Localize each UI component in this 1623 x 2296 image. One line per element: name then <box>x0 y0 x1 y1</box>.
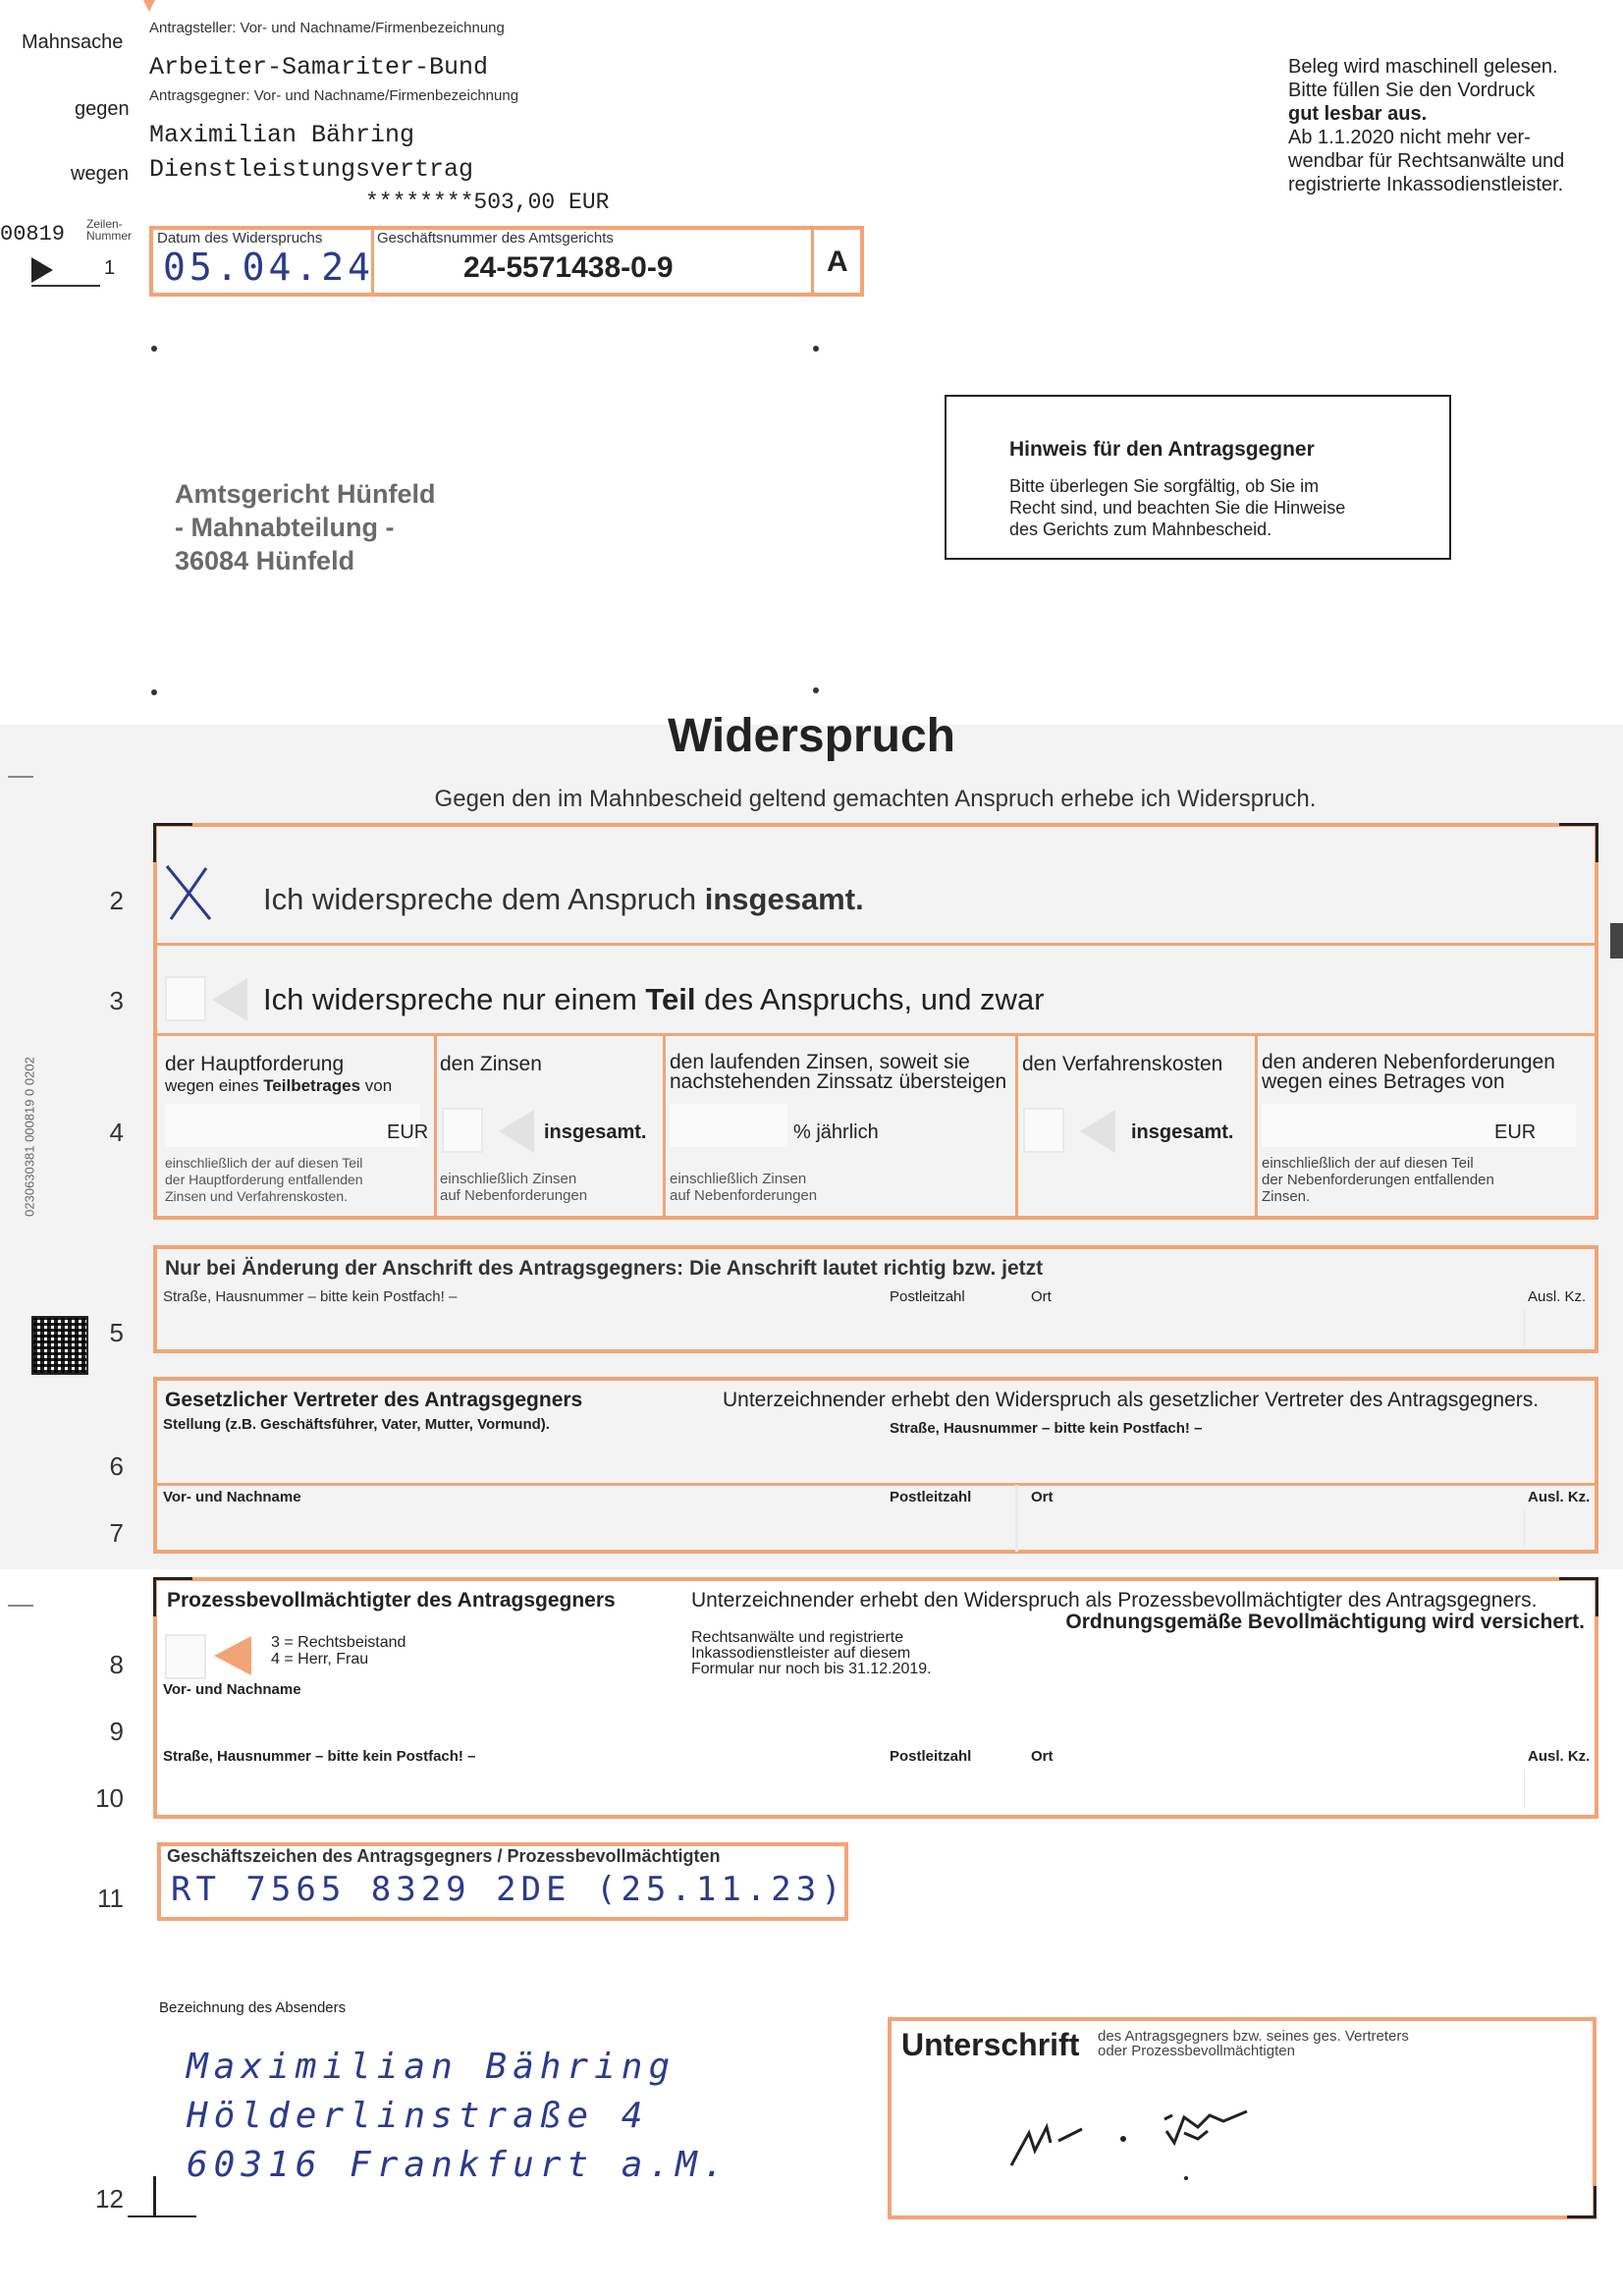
row-number: 3 <box>109 986 124 1015</box>
col5-title-line: den anderen Nebenforderungen <box>1262 1051 1555 1073</box>
widerspruch-date[interactable]: 05.04.24 <box>163 246 375 289</box>
zinsen-checkbox[interactable] <box>442 1108 483 1153</box>
legal-rep-plz-input[interactable] <box>890 1510 1007 1546</box>
hauptforderung-amount-input[interactable] <box>165 1104 420 1147</box>
attorney-declaration: Unterzeichnender erhebt den Widerspruch als Prozessbevollmächtigter des Antragsgegners. <box>691 1589 1538 1612</box>
note-line: einschließlich Zinsen <box>440 1171 577 1187</box>
col5-title-line: wegen eines Betrages von <box>1262 1070 1505 1093</box>
notice-line: wendbar für Rechtsanwälte und <box>1288 150 1565 172</box>
signature-note <box>1098 2029 1409 2058</box>
side-code: 0230630381 000819 0 0202 <box>22 1057 37 1217</box>
legal-rep-declaration: Unterzeichnender erhebt den Widerspruch als gesetzlicher Vertreter des Antragsgegners. <box>723 1389 1540 1411</box>
note-line: auf Nebenforderungen <box>440 1187 588 1204</box>
row-divider <box>153 1483 1598 1486</box>
option-line: 3 = Rechtsbeistand <box>271 1634 406 1651</box>
reference-caption: Geschäftszeichen des Antragsgegners / Prozessbevollmächtigten <box>167 1846 721 1866</box>
col2-insgesamt: insgesamt. <box>544 1121 647 1143</box>
marker-dot <box>813 346 819 352</box>
signature-field[interactable] <box>992 2072 1384 2190</box>
col1-sub-b: Teilbetrages <box>263 1076 361 1095</box>
gegen-label: gegen <box>75 98 130 120</box>
address-change-title: Nur bei Änderung der Anschrift des Antragsgegners: Die Anschrift lautet richtig bzw. jetzt <box>165 1257 1044 1280</box>
hinweis-line: Recht sind, und beachten Sie die Hinweise <box>1009 498 1346 518</box>
legal-rep-ort-input[interactable] <box>1031 1510 1512 1546</box>
col5-title <box>1262 1053 1555 1092</box>
col1-note <box>165 1155 363 1205</box>
legal-rep-street-label: Straße, Hausnummer – bitte kein Postfach! – <box>890 1420 1203 1437</box>
corner-mark <box>128 2215 196 2217</box>
col4-insgesamt: insgesamt. <box>1131 1121 1234 1143</box>
attorney-ausl-label: Ausl. Kz. <box>1528 1748 1591 1765</box>
ausl-label: Ausl. Kz. <box>1528 1288 1587 1305</box>
pointer-triangle-filled-icon <box>214 1636 251 1675</box>
col2-note <box>440 1171 587 1204</box>
attorney-name-input[interactable] <box>163 1703 1587 1742</box>
attorney-ort-input[interactable] <box>1031 1770 1512 1809</box>
plz-label: Postleitzahl <box>890 1288 965 1305</box>
col1-subtitle <box>165 1076 392 1096</box>
row-divider <box>153 943 1598 946</box>
marker-dot <box>151 346 157 352</box>
address-plz-input[interactable] <box>890 1310 1017 1345</box>
claim-reason: Dienstleistungsvertrag <box>149 155 474 184</box>
corner-mark <box>153 2176 156 2217</box>
margin-tick <box>8 776 33 778</box>
pointer-triangle-icon <box>499 1110 534 1153</box>
attorney-name-label: Vor- und Nachname <box>163 1681 301 1698</box>
note-line: Formular nur noch bis 31.12.2019. <box>691 1661 932 1677</box>
attorney-type-input[interactable] <box>165 1634 206 1679</box>
col-divider <box>1015 1033 1018 1220</box>
row-number: 11 <box>97 1884 124 1913</box>
col3-note <box>670 1171 817 1204</box>
sender-name: Maximilian Bähring <box>187 2047 676 2087</box>
col-divider <box>1255 1033 1258 1220</box>
attorney-street-label: Straße, Hausnummer – bitte kein Postfach! – <box>163 1748 476 1765</box>
form-title: Widerspruch <box>668 710 955 762</box>
notice-line: Bitte füllen Sie den Vordruck <box>1288 80 1536 101</box>
note-line: einschließlich der auf diesen Teil <box>1262 1155 1474 1172</box>
partial-text: Ich widerspreche nur einem <box>263 982 646 1016</box>
zeilen-label: Zeilen-Nummer <box>86 217 133 243</box>
col-divider <box>434 1033 437 1220</box>
corner-mark <box>1596 823 1598 862</box>
col1-unit: EUR <box>387 1121 429 1143</box>
case-box-divider2 <box>811 226 814 297</box>
note-line: einschließlich der auf diesen Teil <box>165 1155 363 1171</box>
sender-address[interactable] <box>187 2043 730 2190</box>
mahnsache-label: Mahnsache <box>22 31 124 53</box>
play-arrow-icon <box>31 257 53 283</box>
legal-rep-street-input[interactable] <box>890 1440 1587 1479</box>
sender-city: 60316 Frankfurt a.M. <box>187 2145 730 2185</box>
case-number: 24-5571438-0-9 <box>463 251 674 284</box>
legal-rep-name-label: Vor- und Nachname <box>163 1489 301 1505</box>
corner-mark <box>153 1577 192 1580</box>
note-line: oder Prozessbevollmächtigten <box>1098 2043 1295 2059</box>
row-number: 6 <box>109 1451 124 1481</box>
col4-title: den Verfahrenskosten <box>1022 1053 1223 1075</box>
claim-amount: ********503,00 EUR <box>365 190 610 215</box>
legal-rep-plz-label: Postleitzahl <box>890 1489 972 1505</box>
notice-line: registrierte Inkassodienstleister. <box>1288 174 1564 195</box>
address-street-input[interactable] <box>163 1310 880 1345</box>
row-number: 9 <box>109 1717 124 1746</box>
partial-objection-checkbox[interactable] <box>165 976 206 1021</box>
hinweis-box <box>945 395 1451 560</box>
antragsteller-caption: Antragsteller: Vor- und Nachname/Firmenbezeichnung <box>149 20 505 36</box>
total-objection-bold: insgesamt. <box>704 882 864 916</box>
edge-marker <box>1610 923 1623 958</box>
attorney-ausl-input[interactable] <box>1524 1770 1594 1809</box>
note-line: Zinsen und Verfahrenskosten. <box>165 1188 349 1204</box>
col1-title: der Hauptforderung <box>165 1053 345 1075</box>
attorney-type-options <box>271 1634 406 1667</box>
notice-line: Beleg wird maschinell gelesen. <box>1288 56 1558 78</box>
zinssatz-input[interactable] <box>670 1104 787 1147</box>
antragsgegner-caption: Antragsgegner: Vor- und Nachname/Firmenbezeichnung <box>149 87 519 104</box>
note-line: der Nebenforderungen entfallenden <box>1262 1172 1494 1188</box>
notice-line: Ab 1.1.2020 nicht mehr ver- <box>1288 127 1531 148</box>
sender-street: Hölderlinstraße 4 <box>187 2096 649 2136</box>
partial-bold: Teil <box>645 982 696 1016</box>
hinweis-title: Hinweis für den Antragsgegner <box>1009 438 1315 461</box>
row-number: 4 <box>109 1118 124 1147</box>
col3-title-line: den laufenden Zinsen, soweit sie <box>670 1051 970 1073</box>
corner-mark <box>1596 1577 1598 1616</box>
ort-label: Ort <box>1031 1288 1052 1305</box>
row-number: 2 <box>109 886 124 915</box>
attorney-ort-label: Ort <box>1031 1748 1054 1765</box>
col2-title: den Zinsen <box>440 1053 542 1075</box>
attorney-note <box>691 1630 932 1677</box>
marker-dot <box>151 689 157 695</box>
attorney-assurance: Ordnungsgemäße Bevollmächtigung wird versichert. <box>1065 1611 1585 1633</box>
col3-unit: % jährlich <box>793 1121 879 1143</box>
pointer-triangle-icon <box>212 978 247 1021</box>
col5-note <box>1262 1155 1494 1205</box>
form-subtitle: Gegen den im Mahnbescheid geltend gemachten Anspruch erhebe ich Widerspruch. <box>434 786 1317 812</box>
corner-mark <box>1567 2215 1596 2218</box>
hinweis-line: des Gerichts zum Mahnbescheid. <box>1009 519 1272 539</box>
legal-rep-stellung-label: Stellung (z.B. Geschäftsführer, Vater, Mutter, Vormund). <box>163 1416 550 1433</box>
attorney-title: Prozessbevollmächtigter des Antragsgegners <box>167 1589 616 1612</box>
row-number: 5 <box>109 1318 124 1347</box>
col3-title-line: nachstehenden Zinssatz übersteigen <box>670 1070 1007 1093</box>
note-line: Zinsen. <box>1262 1188 1311 1205</box>
court-city: 36084 Hünfeld <box>175 546 355 575</box>
note-line: Rechtsanwälte und registrierte <box>691 1629 904 1646</box>
field-divider <box>1015 1485 1018 1552</box>
sender-caption: Bezeichnung des Absenders <box>159 1999 347 2016</box>
option-line: 4 = Herr, Frau <box>271 1651 369 1667</box>
geschaeft-caption: Geschäftsnummer des Amtsgerichts <box>377 230 614 246</box>
col3-title <box>670 1053 1006 1092</box>
note-line: der Hauptforderung entfallenden <box>165 1172 363 1187</box>
datum-caption: Datum des Widerspruchs <box>157 230 323 246</box>
col-divider <box>663 1033 666 1220</box>
court-department: - Mahnabteilung - <box>175 513 395 542</box>
pointer-triangle-icon <box>1080 1110 1115 1153</box>
legal-rep-ausl-label: Ausl. Kz. <box>1528 1489 1591 1505</box>
check-x-mark <box>161 862 216 923</box>
form-prefix: 00819 <box>0 222 66 246</box>
address-ort-input[interactable] <box>1031 1310 1512 1345</box>
attorney-plz-input[interactable] <box>890 1770 1017 1809</box>
verfahrenskosten-checkbox[interactable] <box>1023 1108 1064 1153</box>
corner-mark <box>1559 1577 1598 1580</box>
corner-mark <box>1594 2186 1596 2218</box>
attorney-street-input[interactable] <box>163 1770 880 1809</box>
total-objection-label <box>263 882 864 917</box>
address-street-label: Straße, Hausnummer – bitte kein Postfach! – <box>163 1288 458 1305</box>
zeilen-number: 1 <box>104 257 116 279</box>
court-address <box>175 477 436 577</box>
notice-line: gut lesbar aus. <box>1288 103 1428 125</box>
reference-number[interactable]: RT 7565 8329 2DE (25.11.23) <box>171 1870 846 1909</box>
note-line: auf Nebenforderungen <box>670 1187 818 1204</box>
address-ausl-input[interactable] <box>1524 1310 1594 1345</box>
antragsteller-name: Arbeiter-Samariter-Bund <box>149 53 489 82</box>
top-marker <box>143 0 155 12</box>
row-number: 10 <box>95 1783 124 1813</box>
row-number: 7 <box>109 1518 124 1548</box>
court-name: Amtsgericht Hünfeld <box>175 479 436 509</box>
col5-unit: EUR <box>1494 1121 1537 1143</box>
note-line: des Antragsgegners bzw. seines ges. Vertreters <box>1098 2028 1409 2045</box>
row-number: 12 <box>95 2184 124 2214</box>
antragsgegner-name: Maximilian Bähring <box>149 121 415 149</box>
col1-sub-a: wegen eines <box>165 1076 264 1095</box>
legal-rep-title: Gesetzlicher Vertreter des Antragsgegners <box>165 1389 583 1411</box>
row-number: 8 <box>109 1650 124 1679</box>
wegen-label: wegen <box>71 163 129 185</box>
corner-mark <box>153 823 192 826</box>
arrow-underline <box>31 285 100 287</box>
note-line: Inkassodienstleister auf diesem <box>691 1645 911 1662</box>
handwritten-signature-icon <box>992 2072 1384 2190</box>
marker-dot <box>813 687 819 693</box>
col1-sub-c: von <box>360 1076 393 1095</box>
corner-mark <box>153 823 156 862</box>
case-letter: A <box>827 246 848 278</box>
hinweis-line: Bitte überlegen Sie sorgfältig, ob Sie im <box>1009 476 1320 496</box>
machine-read-notice <box>1288 55 1564 196</box>
total-objection-text: Ich widerspreche dem Anspruch <box>263 882 705 916</box>
partial-text-end: des Anspruchs, und zwar <box>695 982 1045 1016</box>
corner-mark <box>1559 823 1598 826</box>
legal-rep-ausl-input[interactable] <box>1524 1510 1594 1546</box>
row-divider <box>153 1033 1598 1036</box>
datamatrix-code <box>31 1316 88 1375</box>
legal-rep-ort-label: Ort <box>1031 1489 1054 1505</box>
signature-title: Unterschrift <box>901 2027 1080 2062</box>
total-objection-checkbox[interactable] <box>161 862 216 923</box>
legal-rep-name-input[interactable] <box>163 1510 880 1546</box>
legal-rep-stellung-input[interactable] <box>163 1436 880 1475</box>
note-line: einschließlich Zinsen <box>670 1171 807 1187</box>
margin-tick <box>8 1605 33 1607</box>
attorney-plz-label: Postleitzahl <box>890 1748 972 1765</box>
partial-objection-label <box>263 982 1045 1017</box>
hinweis-text <box>1009 475 1345 540</box>
